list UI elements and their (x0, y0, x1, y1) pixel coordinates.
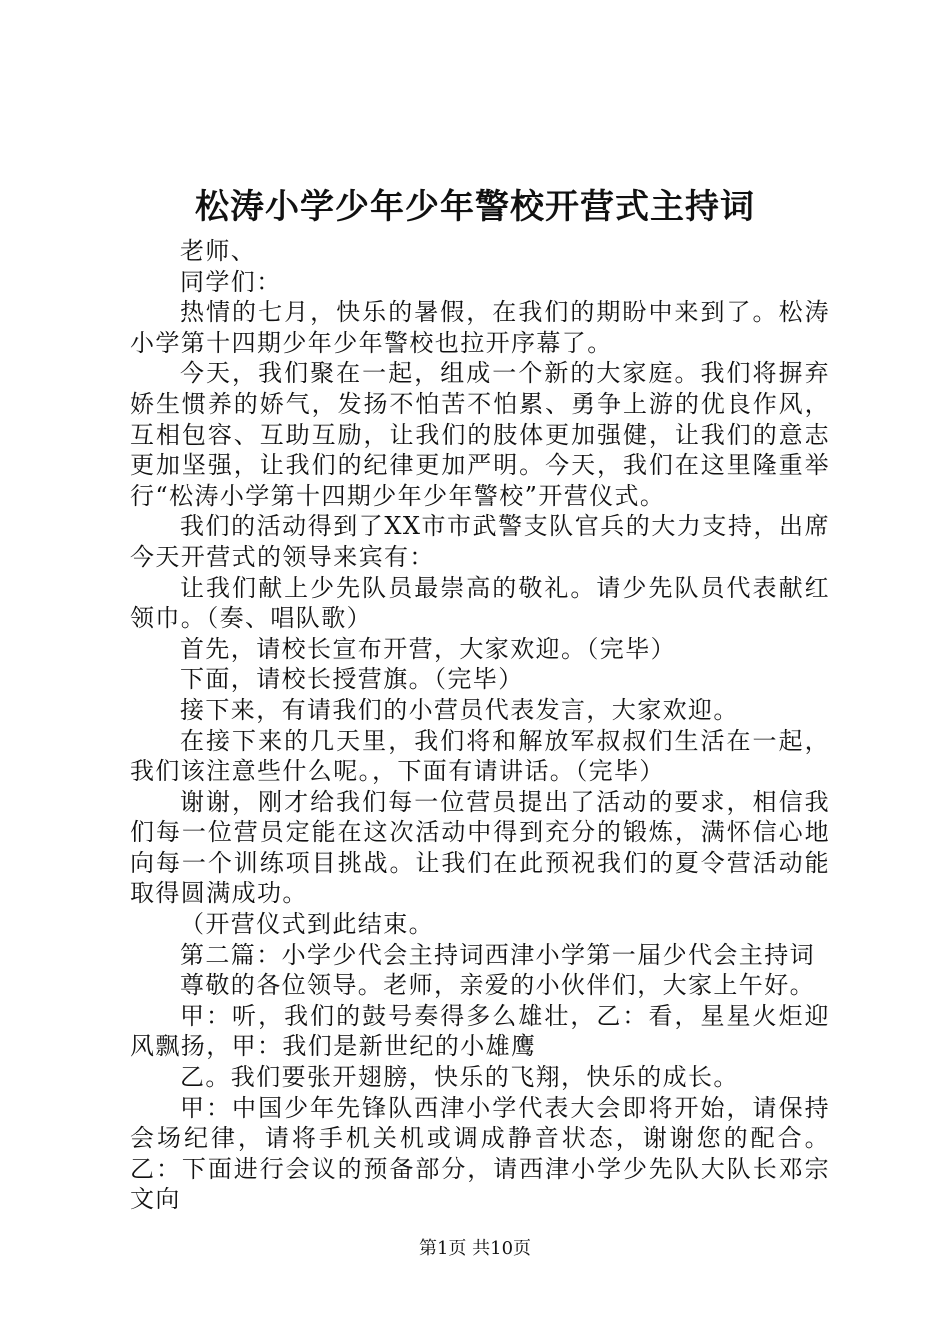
paragraph: 甲：听，我们的鼓号奏得多么雄壮，乙：看，星星火炬迎风飘扬，甲：我们是新世纪的小雄鹰 (130, 1001, 830, 1061)
paragraph-greeting-students: 同学们： (180, 267, 282, 296)
paragraph: 尊敬的各位领导。老师，亲爱的小伙伴们，大家上午好。 (180, 971, 815, 1000)
paragraph: 下面，请校长授营旗。（完毕） (180, 665, 524, 694)
paragraph: 在接下来的几天里，我们将和解放军叔叔们生活在一起，我们该注意些什么呢。，下面有请讲话。（完毕） (130, 726, 830, 786)
paragraph: 我们的活动得到了XX市市武警支队官兵的大力支持，出席今天开营式的领导来宾有： (130, 512, 830, 571)
paragraph: 让我们献上少先队员最崇高的敬礼。请少先队员代表献红领巾。（奏、唱队歌） (130, 573, 830, 633)
paragraph: （开营仪式到此结束。 (180, 910, 434, 939)
paragraph: 首先，请校长宣布开营，大家欢迎。（完毕） (180, 634, 676, 663)
paragraph: 谢谢，刚才给我们每一位营员提出了活动的要求，相信我们每一位营员定能在这次活动中得到充分的锻炼，满怀信心地向每一个训练项目挑战。让我们在此预祝我们的夏令营活动能取得圆满成功。 (130, 787, 830, 908)
paragraph-greeting-teachers: 老师、 (180, 237, 257, 265)
document-body (130, 236, 830, 1215)
paragraph: 乙。我们要张开翅膀，快乐的飞翔，快乐的成长。 (180, 1063, 739, 1092)
paragraph: 今天，我们聚在一起，组成一个新的大家庭。我们将摒弃娇生惯养的娇气，发扬不怕苦不怕累、勇争上游的优良作风，互相包容、互助互励，让我们的肢体更加强健，让我们的意志更加坚强，让我们的纪律更加严明。今天，我们在这里隆重举行“松涛小学第十四期少年少年警校”开营仪式。 (130, 359, 830, 510)
section-heading-part-two: 第二篇：小学少代会主持词西津小学第一届少代会主持词 (180, 940, 815, 969)
document-title: 松涛小学少年少年警校开营式主持词 (195, 187, 755, 227)
paragraph: 接下来，有请我们的小营员代表发言，大家欢迎。 (180, 695, 739, 724)
paragraph: 热情的七月，快乐的暑假，在我们的期盼中来到了。松涛小学第十四期少年少年警校也拉开序幕了。 (130, 298, 830, 357)
page-number-footer: 第1页 共10页 (418, 1238, 532, 1259)
paragraph: 甲：中国少年先锋队西津小学代表大会即将开始，请保持会场纪律，请将手机关机或调成静音状态，谢谢您的配合。乙：下面进行会议的预备部分，请西津小学少先队大队长邓宗文向 (130, 1093, 830, 1214)
